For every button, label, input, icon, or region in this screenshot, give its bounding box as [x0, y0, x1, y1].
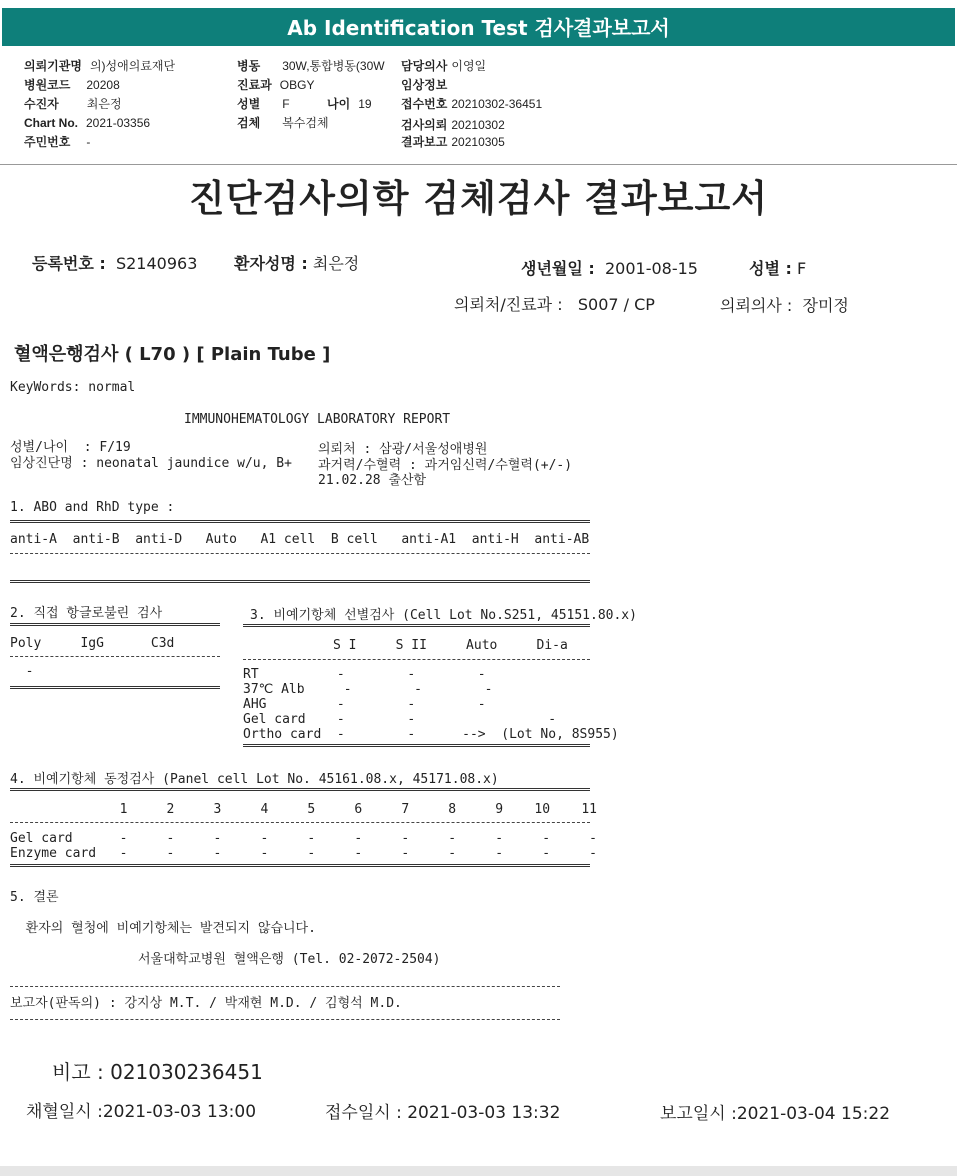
header-report: 결과보고 20210305 [401, 135, 505, 149]
panel-headers: 1 2 3 4 5 6 7 8 9 10 11 [10, 802, 597, 817]
section3-title: 3. 비예기항체 선별검사 (Cell Lot No.S251, 45151.80.x) [250, 608, 637, 623]
patient-sex: 성별 : F [749, 259, 807, 278]
collected-datetime: 채혈일시 :2021-03-03 13:00 [26, 1102, 257, 1122]
patient-birth: 생년월일 : 2001-08-15 [521, 259, 698, 278]
header-ward: 병동 30W,통합병동(30W [237, 59, 385, 73]
header-chart-no: Chart No. 2021-03356 [24, 116, 151, 130]
sex-age: 성별/나이 : F/19 [10, 440, 131, 455]
divider [243, 659, 590, 660]
patient-dept: 의뢰처/진료과 : S007 / CP [454, 295, 655, 314]
document-title: 진단검사의학 검체검사 결과보고서 [189, 177, 768, 220]
header-request: 검사의뢰 20210302 [401, 118, 505, 132]
note: 비고 : 021030236451 [52, 1060, 263, 1084]
lab-report-title: IMMUNOHEMATOLOGY LABORATORY REPORT [184, 412, 451, 427]
screening-row: AHG - - - [243, 697, 486, 712]
header-age: 나이 19 [327, 97, 372, 111]
reported-datetime: 보고일시 :2021-03-04 15:22 [660, 1104, 891, 1124]
screening-row: Ortho card - - --> (Lot No, 8S955) [243, 727, 619, 742]
dat-value: - [10, 664, 34, 679]
panel-row-enzyme: Enzyme card - - - - - - - - - - - [10, 846, 597, 861]
patient-name: 환자성명 : 최은정 [234, 254, 360, 273]
report-title: Ab Identification Test 검사결과보고서 [287, 16, 670, 40]
section1-title: 1. ABO and RhD type : [10, 500, 175, 515]
screening-row: 37℃ Alb - - - [243, 682, 493, 697]
received-datetime: 접수일시 : 2021-03-03 13:32 [325, 1103, 561, 1123]
header-doctor: 담당의사 이영일 [401, 59, 487, 73]
delivery-note: 21.02.28 출산함 [318, 473, 427, 488]
panel-row-gel: Gel card - - - - - - - - - - - [10, 831, 597, 846]
bottom-bar [0, 1166, 957, 1176]
divider [10, 553, 590, 554]
divider [10, 520, 590, 523]
divider [243, 624, 590, 627]
divider [10, 656, 220, 657]
header-specimen: 검체 복수검체 [237, 116, 329, 130]
divider [10, 788, 590, 791]
header-receiver: 수진자 최은정 [24, 97, 122, 111]
section5-title: 5. 결론 [10, 890, 59, 905]
history: 과거력/수혈력 : 과거임신력/수혈력(+/-) [318, 458, 573, 473]
header-accession: 접수번호 20210302-36451 [401, 97, 543, 111]
dat-headers: Poly IgG C3d [10, 636, 175, 651]
divider [243, 744, 590, 747]
header-resident: 주민번호 - [24, 135, 91, 149]
divider [10, 686, 220, 689]
section2-title: 2. 직접 항글로불린 검사 [10, 606, 163, 621]
header-clinical: 임상정보 [401, 78, 448, 92]
divider [10, 822, 590, 823]
section-title: 혈액은행검사 ( L70 ) [ Plain Tube ] [14, 344, 331, 365]
abo-headers: anti-A anti-B anti-D Auto A1 cell B cell anti-A1 anti-H anti-AB [10, 532, 590, 547]
header-dept: 진료과 OBGY [237, 78, 315, 92]
diagnosis: 임상진단명 : neonatal jaundice w/u, B+ [10, 456, 292, 471]
screening-headers: S I S II Auto Di-a [333, 638, 568, 653]
header-hospital-code: 병원코드 20208 [24, 78, 120, 92]
screening-row: Gel card - - - [243, 712, 557, 727]
screening-row: RT - - - [243, 667, 486, 682]
keywords: KeyWords: normal [10, 380, 136, 395]
header-divider [0, 164, 957, 165]
header-institution: 의뢰기관명 의)성애의료재단 [24, 59, 176, 73]
patient-reg-no: 등록번호 : S2140963 [32, 254, 198, 273]
divider [10, 1019, 560, 1020]
divider [10, 580, 590, 583]
patient-doctor: 의뢰의사 : 장미정 [720, 296, 849, 315]
referral: 의뢰처 : 삼광/서울성애병원 [318, 442, 488, 457]
reporter-line: 보고자(판독의) : 강지상 M.T. / 박재현 M.D. / 김형석 M.D. [10, 996, 402, 1011]
hospital-contact: 서울대학교병원 혈액은행 (Tel. 02-2072-2504) [138, 952, 441, 967]
conclusion-text: 환자의 혈청에 비예기항체는 발견되지 않습니다. [10, 921, 316, 936]
divider [10, 623, 220, 626]
divider [10, 986, 560, 987]
divider [10, 864, 590, 867]
section4-title: 4. 비예기항체 동정검사 (Panel cell Lot No. 45161.08.x, 45171.08.x) [10, 772, 499, 787]
report-title-bar [2, 8, 955, 46]
header-sex: 성별 F [237, 97, 290, 111]
